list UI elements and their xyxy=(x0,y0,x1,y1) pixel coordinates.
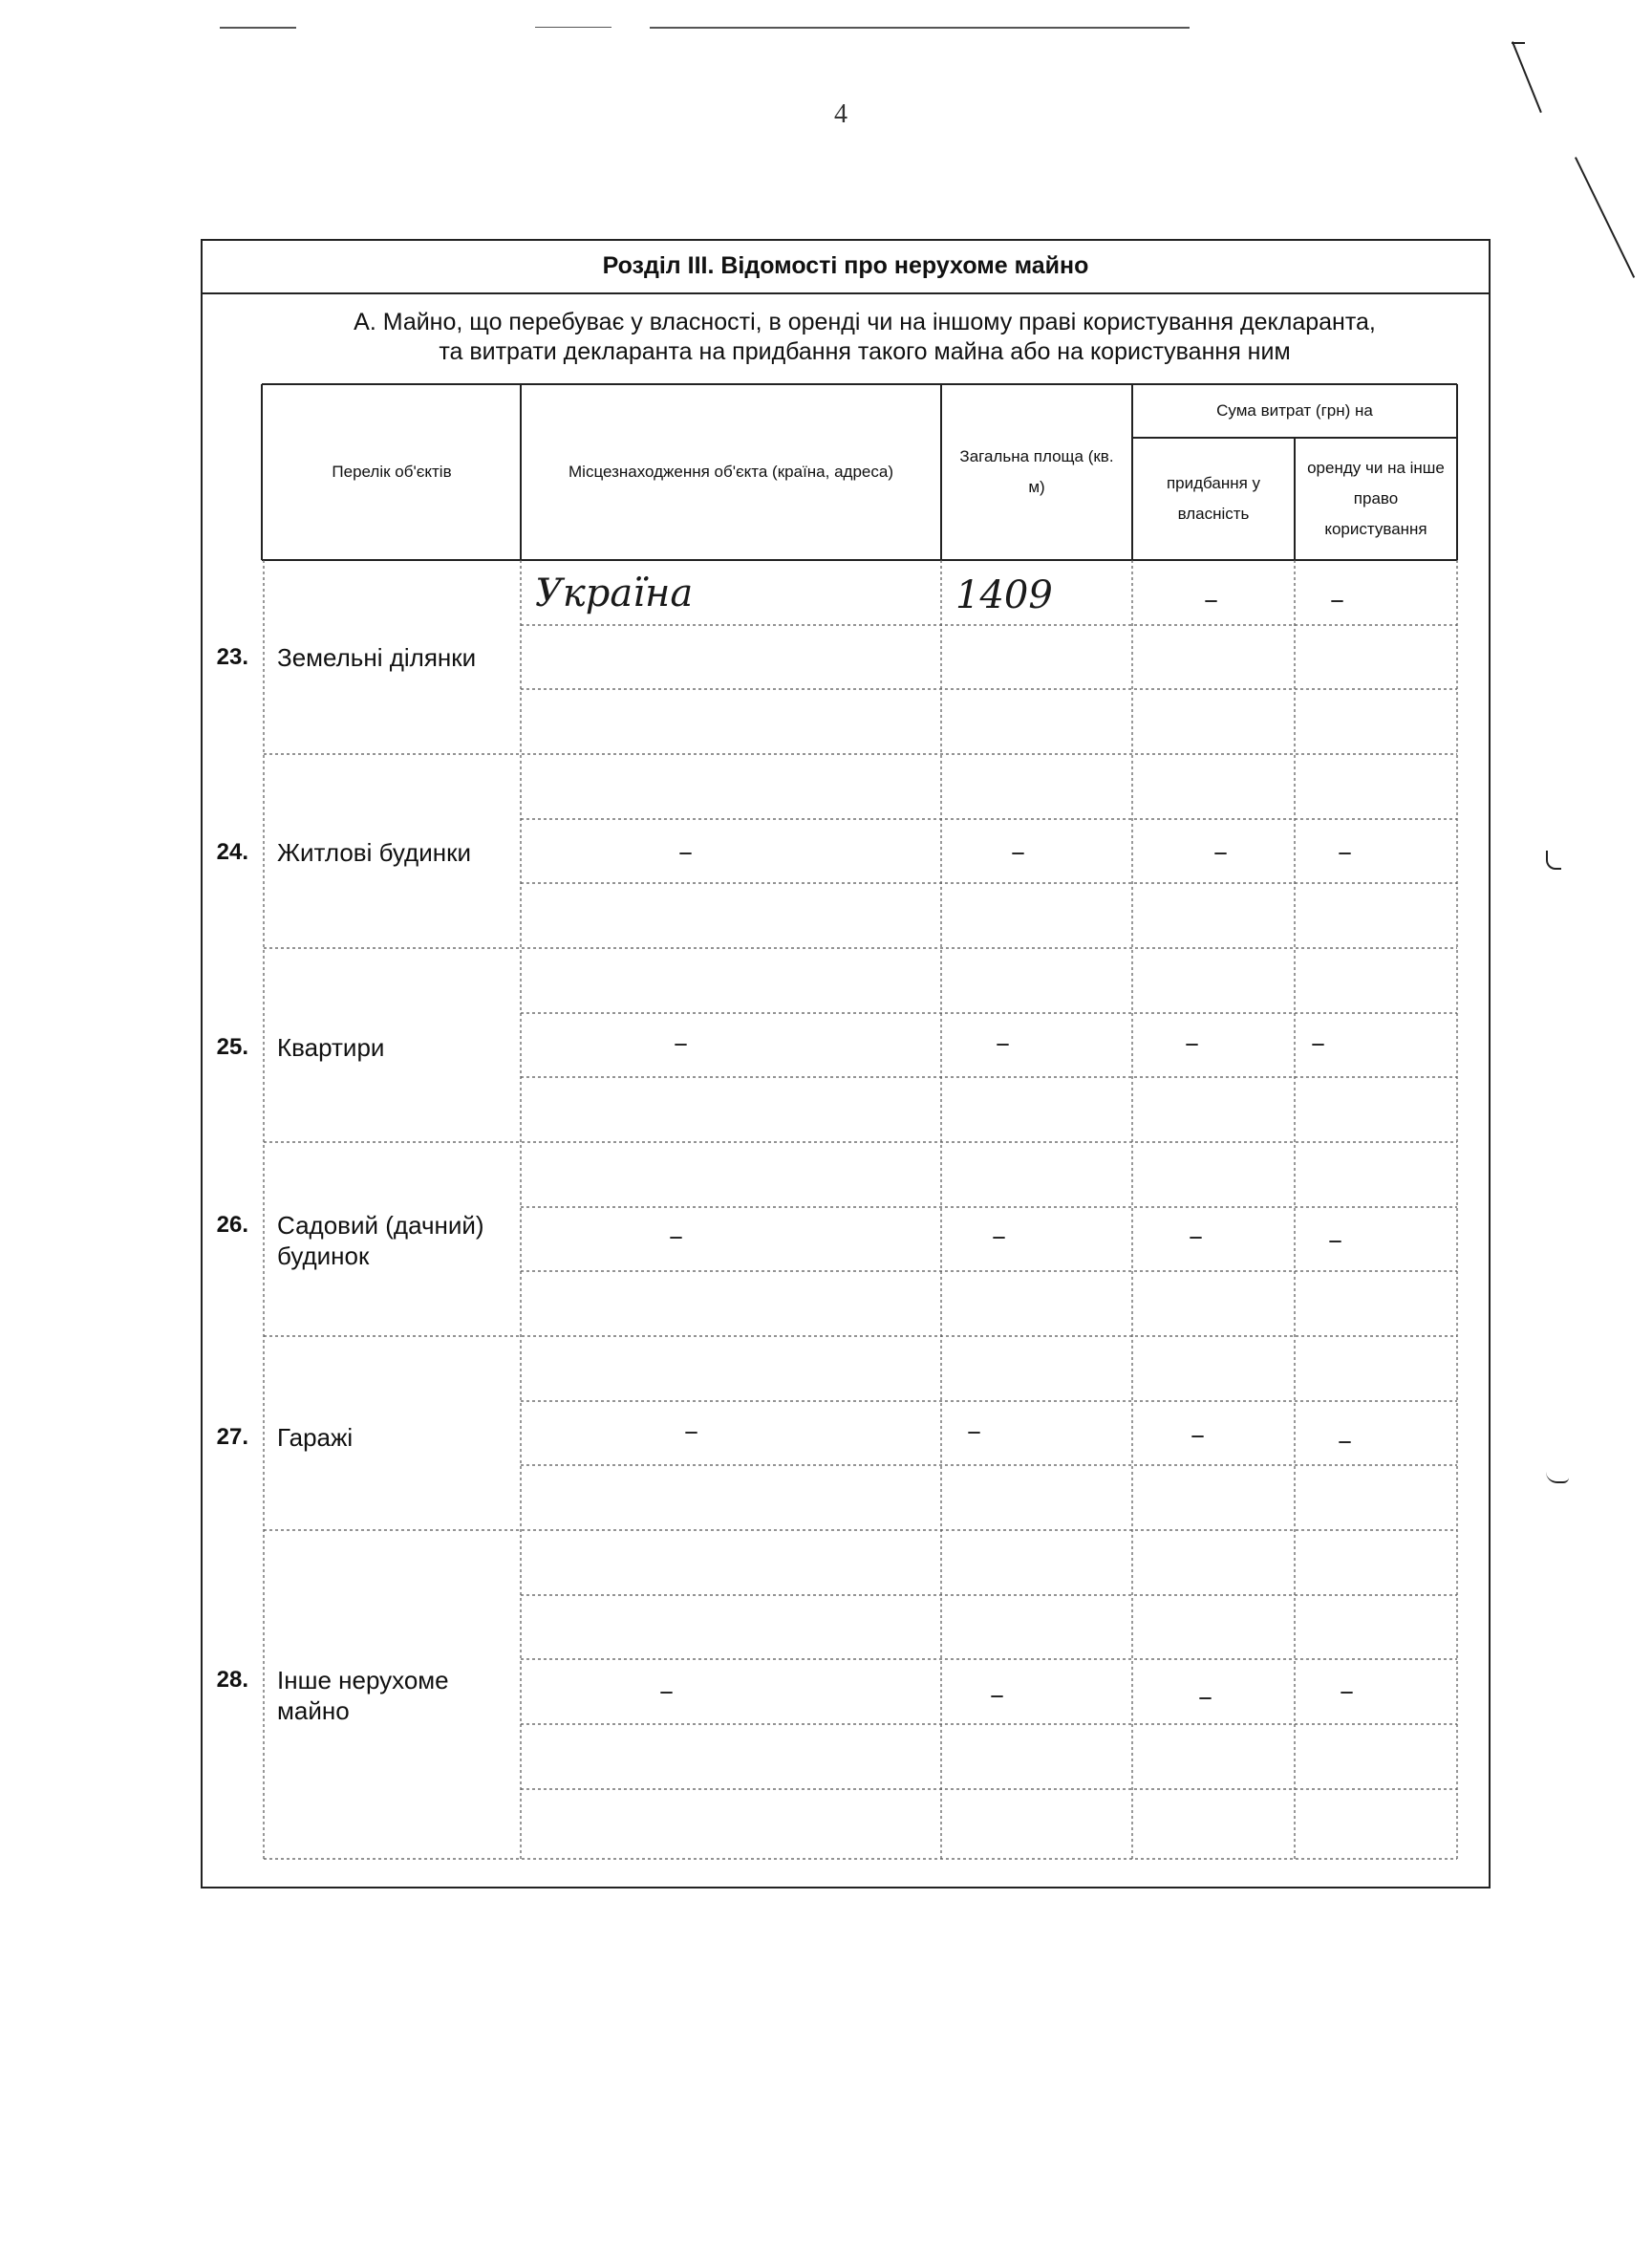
page-number: 4 xyxy=(834,99,847,129)
row-24-rent: – xyxy=(1338,835,1352,869)
row-23-label: Земельні ділянки xyxy=(277,643,477,672)
row-24-number: 24. xyxy=(216,839,248,865)
row-25-location: – xyxy=(674,1026,688,1060)
row-25-purchase: – xyxy=(1185,1026,1199,1060)
header-area: Загальна площа (кв. м) xyxy=(959,447,1114,496)
row-24-label: Житлові будинки xyxy=(277,838,472,867)
row-27-rent: – xyxy=(1338,1424,1352,1457)
row-25-label: Квартири xyxy=(277,1033,385,1062)
row-27-area: – xyxy=(967,1414,981,1448)
row-23-rent: – xyxy=(1330,583,1344,616)
row-23-purchase: – xyxy=(1204,583,1218,616)
row-26-area: – xyxy=(992,1219,1006,1253)
subtitle-line-2: та витрати декларанта на придбання такого майна або на користування ним xyxy=(439,338,1291,365)
row-28-rent: – xyxy=(1340,1674,1354,1708)
row-23-area: 1409 xyxy=(955,573,1053,617)
row-24-purchase: – xyxy=(1213,835,1228,869)
header-purchase: придбання у власність xyxy=(1166,474,1261,523)
row-25-rent: – xyxy=(1311,1026,1325,1060)
row-27-location: – xyxy=(684,1414,698,1448)
section-title: Розділ ІІІ. Відомості про нерухоме майно xyxy=(201,239,1491,294)
header-rent: оренду чи на інше право користування xyxy=(1307,459,1445,538)
row-28-number: 28. xyxy=(216,1667,248,1693)
header-location: Місцезнаходження об'єкта (країна, адреса) xyxy=(569,463,893,481)
header-objects: Перелік об'єктів xyxy=(332,463,452,481)
row-26-location: – xyxy=(669,1219,683,1253)
row-28-purchase: – xyxy=(1198,1680,1212,1714)
row-28-location: – xyxy=(659,1674,674,1708)
header-expenses: Сума витрат (грн) на xyxy=(1216,401,1373,420)
row-26-label: Садовий (дачний) будинок xyxy=(277,1211,484,1270)
row-26-rent: – xyxy=(1328,1223,1342,1257)
row-27-purchase: – xyxy=(1191,1418,1205,1452)
row-28-area: – xyxy=(990,1678,1004,1712)
row-26-purchase: – xyxy=(1189,1219,1203,1253)
row-24-area: – xyxy=(1011,835,1025,869)
row-26-number: 26. xyxy=(216,1212,248,1238)
row-23-location: Україна xyxy=(535,572,694,615)
row-24-location: – xyxy=(678,835,693,869)
row-25-number: 25. xyxy=(216,1034,248,1060)
subtitle-line-1: А. Майно, що перебуває у власності, в оренді чи на іншому праві користування декларанта, xyxy=(354,309,1376,335)
row-25-area: – xyxy=(996,1026,1010,1060)
scan-mark-right-1 xyxy=(1546,851,1561,870)
row-23-number: 23. xyxy=(216,644,248,670)
row-27-label: Гаражі xyxy=(277,1423,354,1452)
row-27-number: 27. xyxy=(216,1424,248,1450)
row-28-label: Інше нерухоме майно xyxy=(277,1666,449,1725)
